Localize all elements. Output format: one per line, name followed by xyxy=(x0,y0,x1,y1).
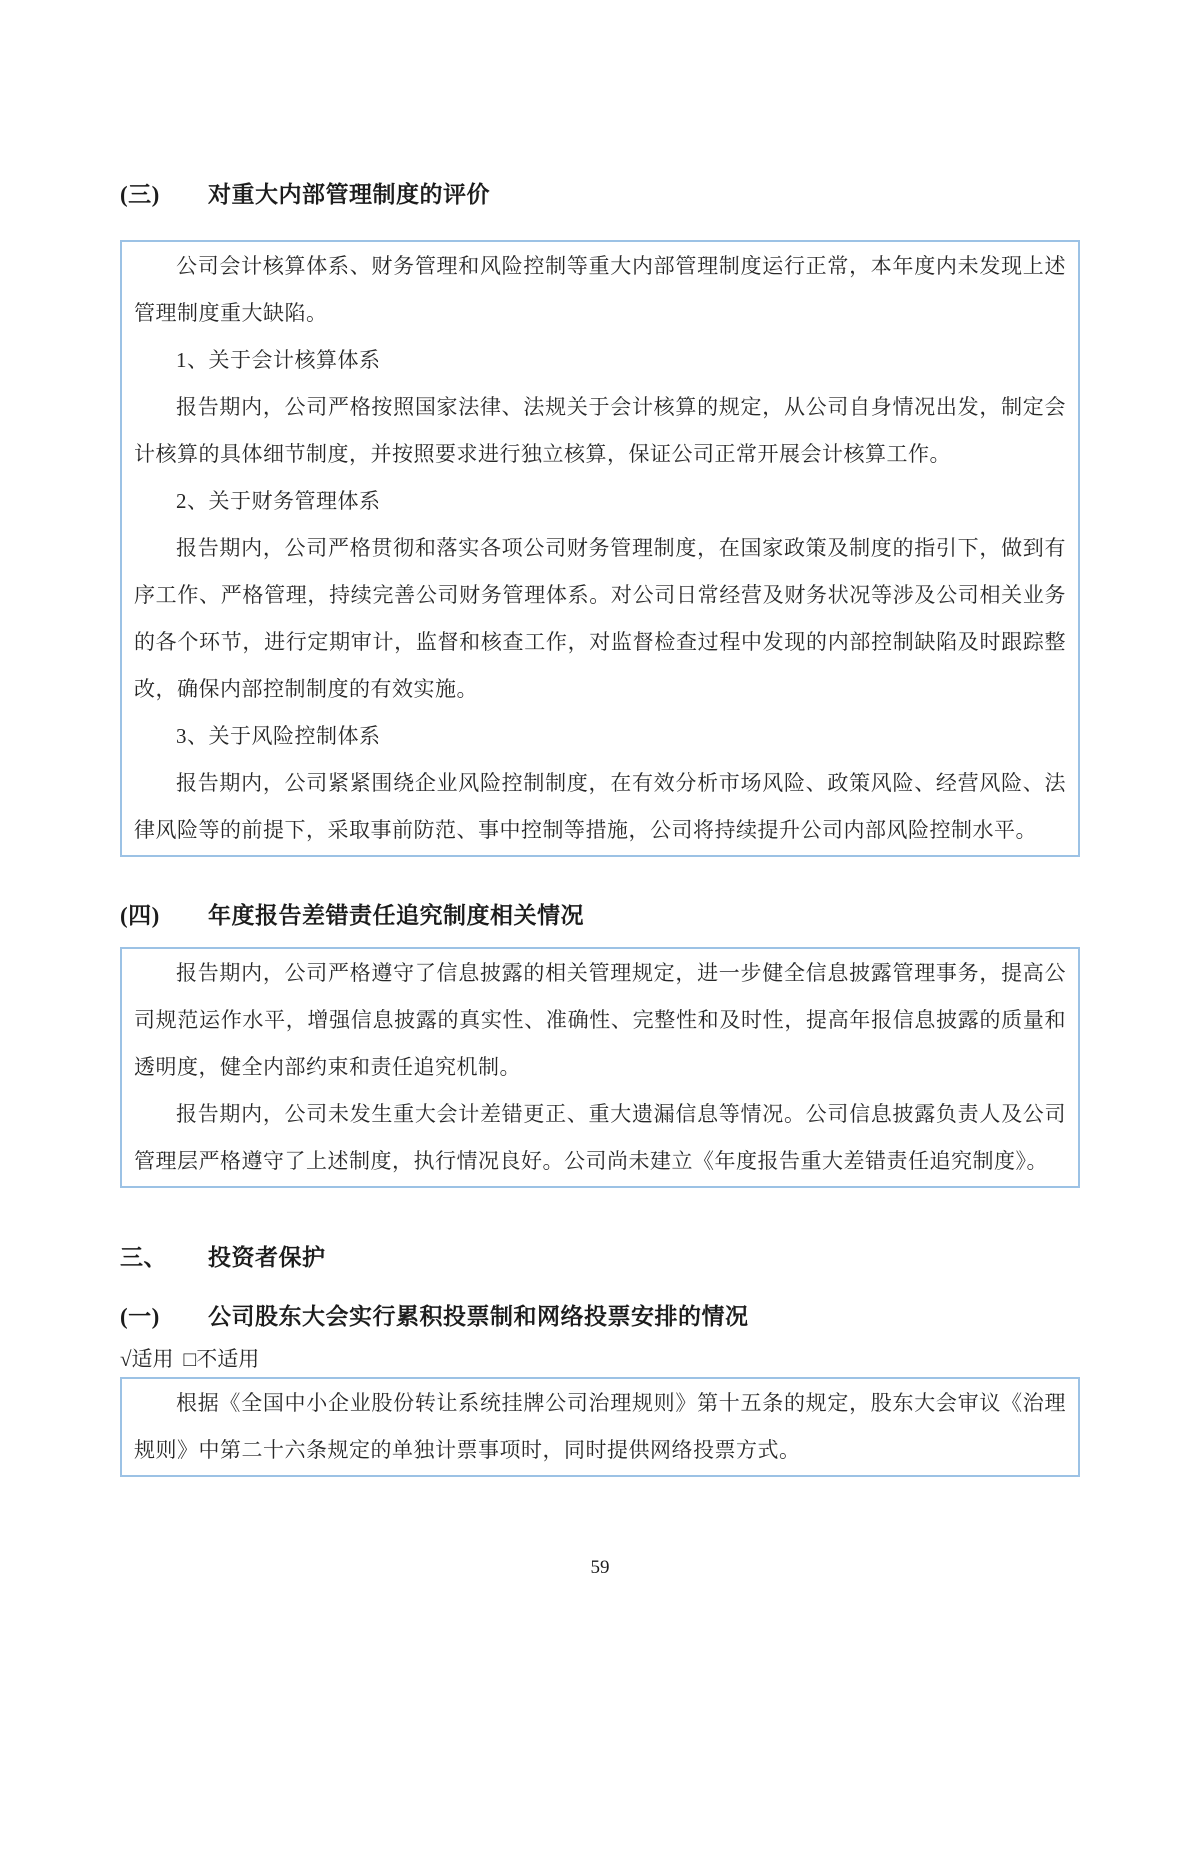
heading-title: 年度报告差错责任追究制度相关情况 xyxy=(208,903,584,928)
paragraph: 1、关于会计核算体系 xyxy=(176,348,381,372)
section-heading-iii xyxy=(120,180,1080,210)
document-page xyxy=(0,180,1200,1876)
paragraph: 报告期内，公司严格贯彻和落实各项公司财务管理制度，在国家政策及制度的指引下，做到有序工作、严格管理，持续完善公司财务管理体系。对公司日常经营及财务状况等涉及公司相关业务的各个环节，进行定期审计，监督和核查工作，对监督检查过程中发现的内部控制缺陷及时跟踪整改，确保内部控制制度的有效实施。 xyxy=(134,536,1066,701)
paragraph: 报告期内，公司未发生重大会计差错更正、重大遗漏信息等情况。公司信息披露负责人及公司管理层严格遵守了上述制度，执行情况良好。公司尚未建立《年度报告重大差错责任追究制度》。 xyxy=(134,1102,1066,1173)
heading-number: (三) xyxy=(120,182,160,207)
heading-title: 公司股东大会实行累积投票制和网络投票安排的情况 xyxy=(208,1304,749,1329)
paragraph: 报告期内，公司严格遵守了信息披露的相关管理规定，进一步健全信息披露管理事务，提高公司规范运作水平，增强信息披露的真实性、准确性、完整性和及时性，提高年报信息披露的质量和透明度，健全内部约束和责任追究机制。 xyxy=(134,961,1066,1079)
text-box-error-accountability xyxy=(120,947,1080,1188)
section-heading-iv xyxy=(120,901,1080,931)
paragraph: 2、关于财务管理体系 xyxy=(176,489,381,513)
section-heading-i xyxy=(120,1302,1080,1332)
checkbox-applicable: √适用 xyxy=(120,1347,174,1371)
text-box-internal-management xyxy=(120,240,1080,857)
heading-title: 对重大内部管理制度的评价 xyxy=(208,182,490,207)
paragraph: 报告期内，公司严格按照国家法律、法规关于会计核算的规定，从公司自身情况出发，制定会计核算的具体细节制度，并按照要求进行独立核算，保证公司正常开展会计核算工作。 xyxy=(134,395,1066,466)
heading-number: (一) xyxy=(120,1304,160,1329)
checkbox-not-applicable: □不适用 xyxy=(183,1347,260,1371)
heading-number: 三、 xyxy=(120,1245,167,1270)
text-box-network-voting xyxy=(120,1377,1080,1477)
paragraph: 公司会计核算体系、财务管理和风险控制等重大内部管理制度运行正常，本年度内未发现上述管理制度重大缺陷。 xyxy=(134,254,1066,325)
paragraph: 3、关于风险控制体系 xyxy=(176,724,381,748)
heading-title: 投资者保护 xyxy=(208,1245,326,1270)
page-number: 59 xyxy=(590,1557,610,1578)
chapter-heading-investor-protection xyxy=(120,1243,1080,1273)
heading-number: (四) xyxy=(120,903,160,928)
paragraph: 报告期内，公司紧紧围绕企业风险控制制度，在有效分析市场风险、政策风险、经营风险、法律风险等的前提下，采取事前防范、事中控制等措施，公司将持续提升公司内部风险控制水平。 xyxy=(134,771,1066,842)
applicability-line xyxy=(120,1345,1080,1373)
paragraph: 根据《全国中小企业股份转让系统挂牌公司治理规则》第十五条的规定，股东大会审议《治理规则》中第二十六条规定的单独计票事项时，同时提供网络投票方式。 xyxy=(134,1391,1066,1462)
